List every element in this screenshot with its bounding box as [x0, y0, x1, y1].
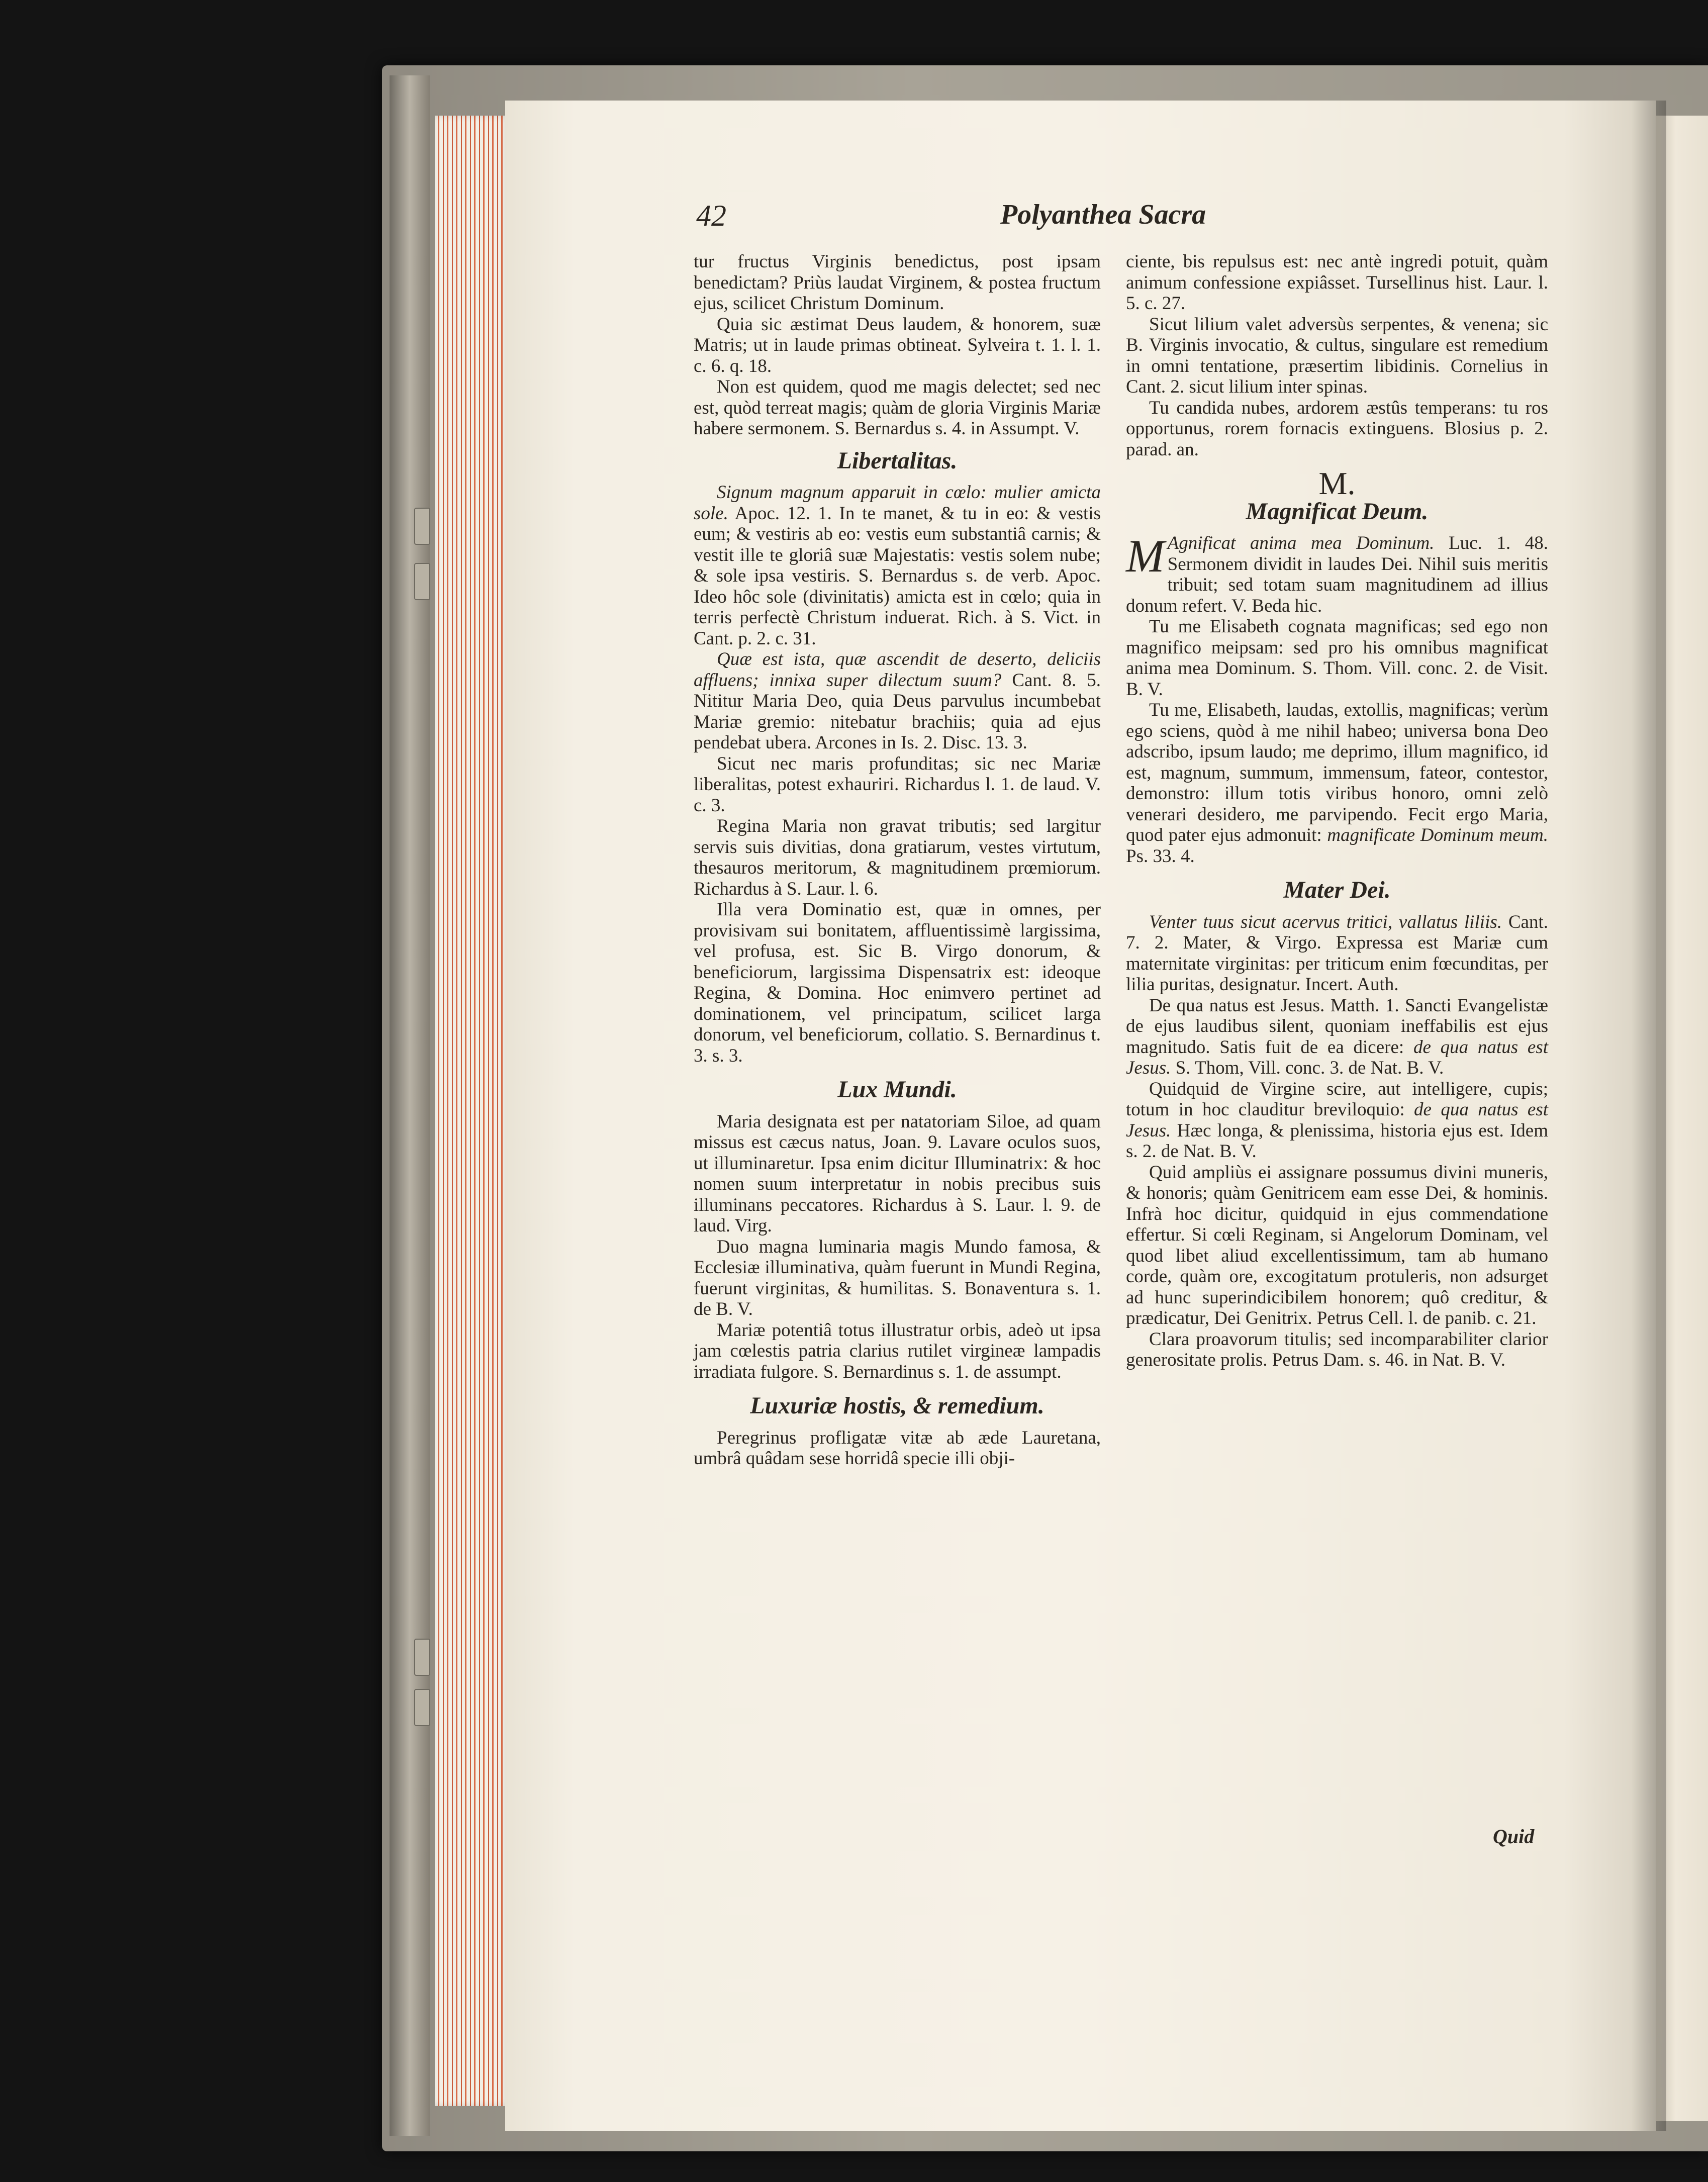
running-title: Polyanthea Sacra — [1000, 199, 1206, 230]
paragraph-text: Sicut nec maris profunditas; sic nec Mariæ liberalitas, potest exhauriri. Richardus l. 1. de laud. V. c. 3. — [694, 753, 1101, 816]
paragraph-text: Cant. 7. 2. Mater, & Virgo. Expressa est Mariæ cum maternitate virginitas: per triticum enim fœcunditas, per lilia puritas, designatur. Incert. Auth. — [1126, 911, 1548, 995]
paragraph — [694, 899, 1101, 1066]
scripture-quote: magnificate Dominum meum. — [1327, 825, 1548, 845]
scripture-quote: Agnificat anima mea Dominum. — [1167, 533, 1435, 553]
section-heading: M. — [1318, 465, 1356, 501]
gutter-shadow — [1631, 101, 1666, 2131]
section-heading: Magnificat Deum. — [1246, 498, 1429, 525]
paragraph-text: Tu me, Elisabeth, laudas, extollis, magnificas; verùm ego sciens, quòd à me nihil habeo; universa bona Deo adscribo, ipsum laudo; me deprimo, illum magnifico, id est, magnum, summum, immensum, fateor, contestor, demonstro: illum totis viribus honoro, omni zelò venerari desidero, me parvipendo. Fecit ergo Maria, quod pater ejus admonuit: — [1126, 700, 1548, 845]
paragraph-text: S. Thom, Vill. conc. 3. de Nat. B. V. — [1171, 1058, 1444, 1078]
page-number: 42 — [696, 199, 726, 232]
paragraph — [1126, 1329, 1548, 1371]
paragraph-text: Non est quidem, quod me magis delectet; sed nec est, quòd terreat magis; quàm de gloria Virginis Mariæ habere sermonem. S. Bernardus s. 4. in Assumpt. V. — [694, 376, 1101, 439]
paragraph — [1126, 1162, 1548, 1329]
paragraph — [1126, 398, 1548, 460]
paragraph — [694, 251, 1101, 314]
paragraph-text: Illa vera Dominatio est, quæ in omnes, per provisivam sui bonitatem, affluentissimè largissima, vel profusa, est. Sic B. Virgo donorum, & beneficiorum, largissima Dispensatrix est: ideoque Regina, & Domina. Hoc enimvero pertinet ad dominationem, vel principatum, scilicet larga donorum, vel beneficiorum, collatio. S. Bernardinus t. 3. s. 3. — [694, 899, 1101, 1066]
clasp — [414, 563, 430, 600]
section-heading: Luxuriæ hostis, & remedium. — [750, 1392, 1045, 1419]
paragraph — [694, 482, 1101, 649]
paragraph-text: Quid ampliùs ei assignare possumus divini muneris, & honoris; quàm Genitricem eam esse Dei, & hominis. Infrà hoc dicitur, quidquid in ejus commendatione effertur. Si cœli Reginam, si Angelorum Dominam, vel quod libet aliud excellentissimum, tam ab humano corde, quàm ore, excogitatum protuleris, non adsurget ad hunc superindicibilem honorem; quô creditur, & prædicatur, Dei Genitrix. Petrus Cell. l. de panib. c. 21. — [1126, 1162, 1548, 1329]
right-text-column — [1126, 251, 1548, 1371]
paragraph — [1126, 700, 1548, 867]
clasp — [414, 1639, 430, 1676]
paragraph-text: Sicut lilium valet adversùs serpentes, & venena; sic B. Virginis invocatio, & cultus, singulare est remedium in omni tentatione, præsertim libidinis. Cornelius in Cant. 2. sicut lilium inter spinas. — [1126, 314, 1548, 397]
book-spine — [390, 75, 430, 2136]
paragraph — [694, 816, 1101, 899]
clasp — [414, 508, 430, 545]
scripture-quote: Quæ est ista, quæ ascendit de deserto, deliciis affluens; innixa super dilectum suum? — [694, 649, 1101, 691]
paragraph-text: Quidquid de Virgine scire, aut intelligere, cupis; totum in hoc clauditur breviloquio: — [1126, 1078, 1548, 1120]
section-heading: Libertalitas. — [837, 447, 958, 474]
clasp — [414, 1689, 430, 1726]
scripture-quote: Signum magnum apparuit in cœlo: mulier amicta sole. — [694, 482, 1101, 524]
paragraph-text: tur fructus Virginis benedictus, post ipsam benedictam? Priùs laudat Virginem, & postea fructum ejus, scilicet Christum Dominum. — [694, 251, 1101, 314]
paragraph-text: Apoc. 12. 1. In te manet, & tu in eo: & vestis eum; & vestiris ab eo: vestis eum substantiâ carnis; & vestit ille te gloriâ suæ Majestatis: vestis solem nube; & sole ipsa vestiris. S. Bernardus s. de verb. Apoc. Ideo hôc sole (divinitatis) amicta est in cœlo; quia in terris perfectè Christum induerat. Rich. à S. Vict. in Cant. p. 2. c. 31. — [694, 503, 1101, 649]
paragraph — [694, 1320, 1101, 1383]
catchword: Quid — [1493, 1825, 1535, 1848]
page-edges — [435, 116, 510, 2106]
paragraph — [694, 376, 1101, 439]
paragraph-text: ciente, bis repulsus est: nec antè ingredi potuit, quàm animum confessione expiâsset. Tursellinus hist. Laur. l. 5. c. 27. — [1126, 251, 1548, 314]
paragraph-text: Quia sic æstimat Deus laudem, & honorem, suæ Matris; ut in laude primas obtineat. Sylveira t. 1. l. 1. c. 6. q. 18. — [694, 314, 1101, 376]
section-heading: Lux Mundi. — [837, 1076, 957, 1103]
paragraph — [694, 1428, 1101, 1469]
left-text-column — [694, 251, 1101, 1469]
paragraph — [694, 1111, 1101, 1237]
paragraph — [1126, 251, 1548, 314]
drop-cap: M — [1126, 530, 1165, 582]
paragraph-text: Ps. 33. 4. — [1126, 845, 1195, 867]
paragraph-text: Luc. 1. 48. Sermonem dividit in laudes Dei. Nihil suis meritis tribuit; sed totam suam magnitudinem ad illius donum refert. V. Beda hic. — [1126, 533, 1548, 616]
paragraph-text: Tu me Elisabeth cognata magnificas; sed ego non magnifico meipsam: sed pro his omnibus magnificat anima mea Dominum. S. Thom. Vill. conc. 2. de Visit. B. V. — [1126, 616, 1548, 700]
paragraph — [1126, 995, 1548, 1079]
paragraph — [1126, 530, 1548, 616]
paragraph — [694, 314, 1101, 377]
paragraph-text: Clara proavorum titulis; sed incomparabiliter clarior generositate prolis. Petrus Dam. s. 46. in Nat. B. V. — [1126, 1329, 1548, 1370]
paragraph-text: Mariæ potentiâ totus illustratur orbis, adeò ut ipsa jam cœlestis patria clarius rutilet virgineæ lampadis irradiata fulgore. S. Bernardinus s. 1. de assumpt. — [694, 1319, 1101, 1382]
paragraph — [1126, 314, 1548, 398]
paragraph-text: Hæc longa, & plenissima, historia ejus est. Idem s. 2. de Nat. B. V. — [1126, 1120, 1548, 1162]
scripture-quote: de qua natus est Jesus. — [1126, 1036, 1548, 1078]
paragraph-text: Cant. 8. 5. Nititur Maria Deo, quia Deus parvulus incumbebat Mariæ gremio: nitebatur brachiis; quia ad ejus pendebat ubera. Arcones in Is. 2. Disc. 13. 3. — [694, 670, 1101, 753]
paragraph — [694, 649, 1101, 753]
paragraph — [694, 1237, 1101, 1320]
paragraph — [1126, 912, 1548, 995]
paragraph-text: Regina Maria non gravat tributis; sed largitur servis suis divitias, dona gratiarum, vestes virtutum, thesauros meritorum, & magnitudinem prœmiorum. Richardus à S. Laur. l. 6. — [694, 816, 1101, 899]
paragraph-text: Duo magna luminaria magis Mundo famosa, & Ecclesiæ illuminativa, quàm fuerunt in Mundi Regina, fuerunt virginitas, & humilitas. S. Bonaventura s. 1. de B. V. — [694, 1236, 1101, 1319]
paragraph-text: De qua natus est Jesus. Matth. 1. Sancti Evangelistæ de ejus laudibus silent, quoniam ineffabilis est ejus magnitudo. Satis fuit de ea dicere: — [1126, 995, 1548, 1058]
paragraph — [694, 753, 1101, 816]
paragraph — [1126, 616, 1548, 700]
scripture-quote: de qua natus est Jesus. — [1126, 1099, 1548, 1141]
scripture-quote: Venter tuus sicut acervus tritici, vallatus liliis. — [1149, 911, 1502, 932]
paragraph-text: Maria designata est per natatoriam Siloe, ad quam missus est cæcus natus, Joan. 9. Lavare oculos suos, ut illuminaretur. Ipsa enim dicitur Illuminatrix: & hoc nomen suum interpretatur in nobis precibus suis illuminans peccatores. Richardus à S. Laur. l. 9. de laud. Virg. — [694, 1111, 1101, 1236]
paragraph-text: Tu candida nubes, ardorem æstûs temperans: tu ros opportunus, rorem fornacis extinguens. Blosius p. 2. parad. an. — [1126, 397, 1548, 460]
section-heading: Mater Dei. — [1283, 877, 1391, 903]
paragraph — [1126, 1079, 1548, 1162]
paragraph-text: Peregrinus profligatæ vitæ ab æde Lauretana, umbrâ quâdam sese horridâ specie illi obji- — [694, 1427, 1101, 1469]
